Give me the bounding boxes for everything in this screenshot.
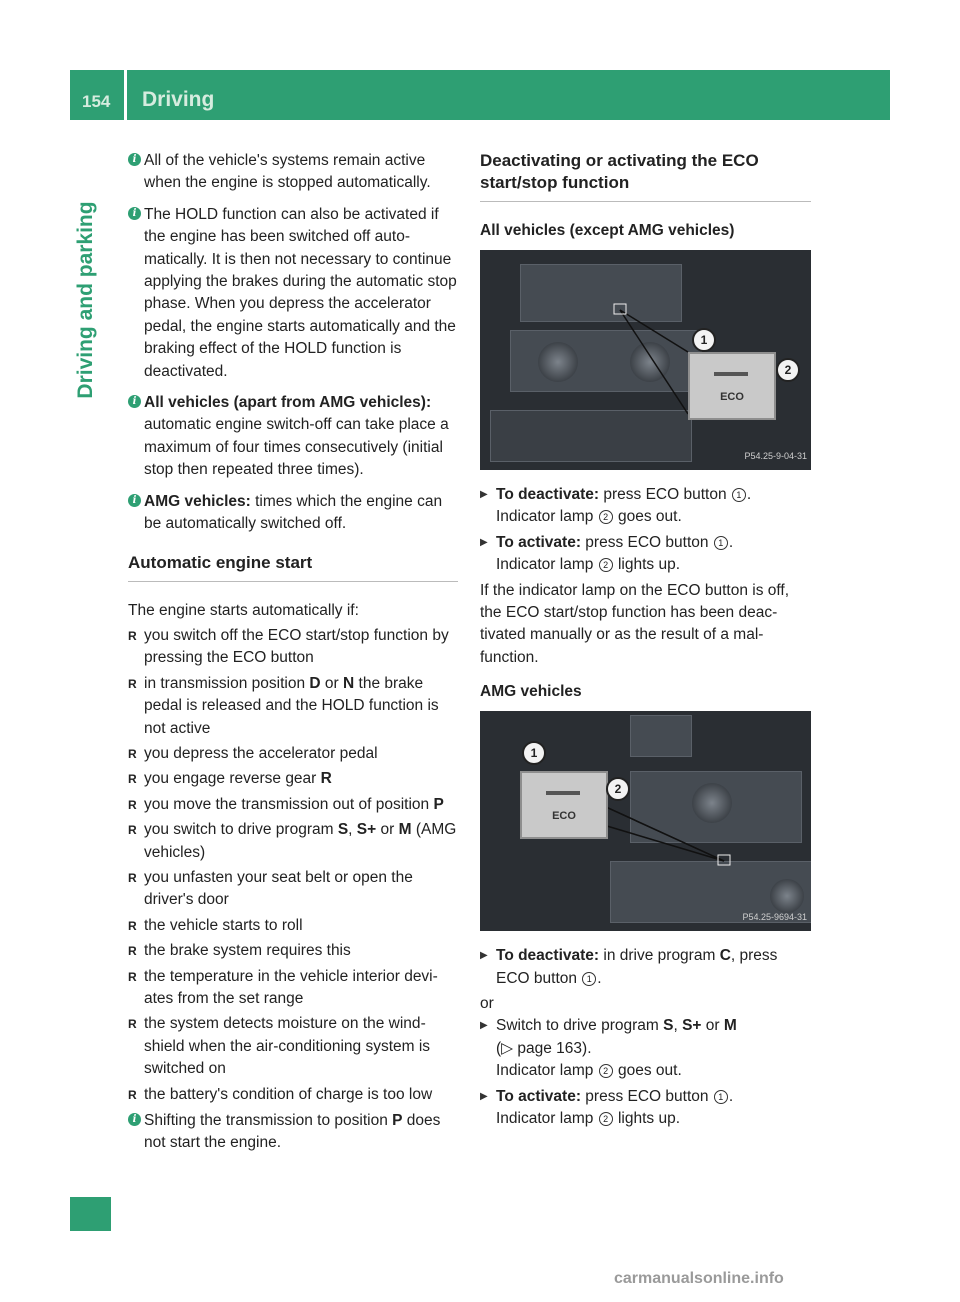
section-heading-block — [128, 552, 458, 582]
info-icon: i — [128, 1113, 141, 1126]
info-icon: i — [128, 494, 141, 507]
note-text: automatic engine switch-off can take place a maximum of four times consecutively (initial stop then repeated three times). — [144, 416, 449, 479]
note-text: All of the vehicle's systems remain active when the engine is stopped automatically. — [144, 152, 431, 192]
header-divider — [124, 70, 127, 120]
info-icon: i — [128, 207, 141, 220]
sidebar-chapter-label: Driving and parking — [74, 201, 97, 399]
sidebar-block — [70, 1197, 111, 1231]
info-note — [128, 491, 458, 536]
section-heading-block — [480, 150, 811, 202]
list-item: R in transmission position D or N the brake pedal is released and the HOLD function is not active — [128, 673, 458, 740]
info-icon: i — [128, 153, 141, 166]
or-text: or — [480, 995, 494, 1013]
callout-2: 2 — [606, 777, 630, 801]
intro-text: The engine starts automatically if: — [128, 601, 359, 619]
instruction-step: ▶ To activate: press ECO button 1 . Indicator lamp 2 lights up. — [480, 1086, 811, 1131]
callout-1: 1 — [522, 741, 546, 765]
instruction-step: ▶ To activate: press ECO button 1 . Indicator lamp 2 lights up. — [480, 532, 811, 577]
eco-button-figure — [480, 250, 811, 470]
list-item: R you move the transmission out of position P — [128, 794, 458, 816]
info-note — [128, 204, 458, 383]
amg-eco-button-figure — [480, 711, 811, 931]
page-number: 154 — [82, 92, 111, 111]
eco-button-zoom — [520, 771, 608, 839]
watermark: carmanualsonline.info — [614, 1270, 784, 1287]
indicator-lamp — [714, 372, 748, 376]
eco-button-zoom — [688, 352, 776, 420]
eco-label: ECO — [552, 810, 576, 823]
info-note: i Shifting the transmission to position P does not start the engine. — [128, 1110, 458, 1155]
left-column — [128, 150, 458, 1164]
list-item: R the system detects moisture on the windshield when the air-conditioning system is switched on — [128, 1013, 458, 1080]
list-item: R you depress the accelerator pedal — [128, 743, 458, 765]
info-note — [128, 150, 458, 195]
right-column — [480, 150, 811, 1134]
instruction-step: ▶ To deactivate: in drive program C, press ECO button 1 . — [480, 945, 811, 990]
list-item: R the brake system requires this — [128, 940, 458, 962]
note-text: The HOLD function can also be activated if the engine has been switched off automatically. It is then not necessary to continue applying the brakes during the automatic stop phase. When you depress the accelerator pedal, the engine starts automatically and the braking effect of the HOLD function is deactivated. — [144, 205, 457, 380]
indicator-lamp — [546, 791, 580, 795]
info-icon: i — [128, 395, 141, 408]
condition-list — [128, 625, 458, 1106]
figure-reference: P54.25-9694-31 — [742, 911, 807, 922]
list-item: R you switch to drive program S, S+ or M (AMG vehicles) — [128, 819, 458, 864]
list-item: R you switch off the ECO start/stop function by pressing the ECO button — [128, 625, 458, 670]
figure-reference: P54.25-9-04-31 — [744, 450, 807, 461]
section-heading: Deactivating or activating the ECO start/stop function — [480, 151, 759, 192]
subheading: All vehicles (except AMG vehicles) — [480, 222, 735, 239]
list-item: R you unfasten your seat belt or open the driver's door — [128, 867, 458, 912]
eco-label: ECO — [720, 391, 744, 403]
info-note — [128, 392, 458, 482]
callout-2: 2 — [776, 358, 800, 382]
list-item: R the battery's condition of charge is too low — [128, 1084, 458, 1106]
callout-1: 1 — [692, 328, 716, 352]
page-reference-link[interactable]: (▷ page 163). — [496, 1039, 592, 1057]
list-item: R you engage reverse gear R — [128, 768, 458, 790]
section-title: Driving — [142, 88, 215, 111]
instruction-step: ▶ To deactivate: press ECO button 1 . Indicator lamp 2 goes out. — [480, 484, 811, 529]
note-bold: All vehicles (apart from AMG vehicles): — [144, 394, 432, 412]
instruction-step: ▶ Switch to drive program S, S+ or M (▷ page 163). Indicator lamp 2 goes out. — [480, 1015, 811, 1082]
subheading: AMG vehicles — [480, 683, 582, 701]
note-bold: AMG vehicles: — [144, 492, 251, 510]
body-paragraph: If the indicator lamp on the ECO button is off, the ECO start/stop function has been deactivated manually or as the result of a malfunction. — [480, 581, 790, 666]
list-item: R the temperature in the vehicle interior deviates from the set range — [128, 966, 458, 1011]
section-heading: Automatic engine start — [128, 552, 313, 572]
note-text: times which the engine can be automatically switched off. — [144, 492, 443, 533]
list-item: R the vehicle starts to roll — [128, 915, 458, 937]
